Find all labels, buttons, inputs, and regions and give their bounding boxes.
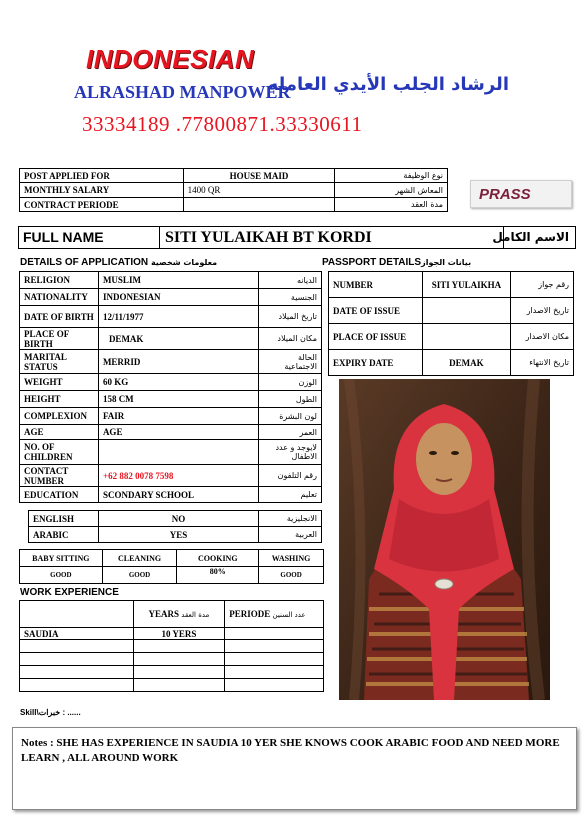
language-table xyxy=(28,510,322,543)
detail-value: 158 CM xyxy=(98,391,258,408)
detail-label-ar: رقم التلفون xyxy=(259,465,322,487)
agency-name-arabic: الرشاد الجلب الأيدي العامله xyxy=(267,74,509,95)
detail-label-ar: العمر xyxy=(259,425,322,440)
detail-label: AGE xyxy=(20,425,99,440)
detail-value: DEMAK xyxy=(98,328,258,350)
passport-value xyxy=(422,324,511,350)
work-period xyxy=(225,628,324,640)
detail-value: +62 882 0078 7598 xyxy=(98,465,258,487)
passport-label: NUMBER xyxy=(329,272,423,298)
passport-value xyxy=(422,298,511,324)
language-label: ARABIC xyxy=(29,527,99,543)
passport-row xyxy=(329,272,574,298)
detail-label: NATIONALITY xyxy=(20,289,99,306)
skill-line: Skill\خبرات : ...... xyxy=(20,708,81,717)
detail-value: FAIR xyxy=(98,408,258,425)
skill-value: GOOD xyxy=(102,567,177,584)
detail-value: INDONESIAN xyxy=(98,289,258,306)
agency-name: ALRASHAD MANPOWER xyxy=(74,82,291,102)
notes-box: Notes : SHE HAS EXPERIENCE IN SAUDIA 10 YER SHE KNOWS COOK ARABIC FOOD AND NEED MORE LEARN , ALL AROUND WORK xyxy=(12,727,577,810)
passport-label: PLACE OF ISSUE xyxy=(329,324,423,350)
prass-badge: PRASS xyxy=(470,180,572,208)
detail-label-ar: تعليم xyxy=(259,487,322,503)
detail-label-ar: الطول xyxy=(259,391,322,408)
job-label: POST APPLIED FOR xyxy=(20,169,184,183)
job-value: 1400 QR xyxy=(183,183,335,198)
detail-row xyxy=(20,350,322,374)
passport-label-ar: تاريخ الانتهاء xyxy=(511,350,574,376)
detail-label: PLACE OF BIRTH xyxy=(20,328,99,350)
detail-label: DATE OF BIRTH xyxy=(20,306,99,328)
detail-row xyxy=(20,391,322,408)
detail-row xyxy=(20,425,322,440)
skill-value: 80% xyxy=(177,567,259,584)
passport-label-ar: مكان الاصدار xyxy=(511,324,574,350)
full-name-label: FULL NAME xyxy=(23,229,104,245)
language-label-ar: العربية xyxy=(259,527,322,543)
detail-label-ar: لايوجد و عدد الاطفال xyxy=(259,440,322,465)
job-label-ar: مدة العقد xyxy=(335,198,448,212)
job-label: CONTRACT PERIODE xyxy=(20,198,184,212)
detail-label: COMPLEXION xyxy=(20,408,99,425)
detail-row xyxy=(20,289,322,306)
job-value xyxy=(183,198,335,212)
passport-label: EXPIRY DATE xyxy=(329,350,423,376)
detail-value: 60 KG xyxy=(98,374,258,391)
passport-title: PASSPORT DETAILSبيانات الجواز xyxy=(322,257,472,268)
detail-label: RELIGION xyxy=(20,272,99,289)
brand-title: INDONESIAN xyxy=(86,44,255,74)
skill-header: WASHING xyxy=(259,550,324,567)
detail-label: NO. OF CHILDREN xyxy=(20,440,99,465)
detail-label: WEIGHT xyxy=(20,374,99,391)
language-label-ar: الانجليزية xyxy=(259,511,322,527)
job-label-ar: نوع الوظيفة xyxy=(335,169,448,183)
detail-row xyxy=(20,306,322,328)
work-experience-title: WORK EXPERIENCE xyxy=(20,587,119,598)
work-table xyxy=(19,600,324,692)
language-value: NO xyxy=(98,511,258,527)
detail-label-ar: لون البشرة xyxy=(259,408,322,425)
job-table xyxy=(19,168,448,212)
detail-label-ar: الوزن xyxy=(259,374,322,391)
work-country: SAUDIA xyxy=(20,628,134,640)
job-value: HOUSE MAID xyxy=(183,169,335,183)
detail-label-ar: الجنسية xyxy=(259,289,322,306)
detail-label: HEIGHT xyxy=(20,391,99,408)
work-years: 10 YERS xyxy=(133,628,225,640)
passport-row xyxy=(329,350,574,376)
detail-row xyxy=(20,487,322,503)
skill-header: COOKING xyxy=(177,550,259,567)
full-name-value: SITI YULAIKAH BT KORDI xyxy=(165,229,372,246)
passport-label: DATE OF ISSUE xyxy=(329,298,423,324)
skill-header: BABY SITTING xyxy=(20,550,103,567)
work-col-years: YEARS مدة العقد xyxy=(133,601,225,628)
work-col-period: PERIODE عدد السنين xyxy=(225,601,324,628)
detail-label: MARITAL STATUS xyxy=(20,350,99,374)
detail-row xyxy=(20,465,322,487)
detail-label-ar: تاريخ الميلاد xyxy=(259,306,322,328)
skill-value: GOOD xyxy=(259,567,324,584)
detail-value: 12/11/1977 xyxy=(98,306,258,328)
language-label: ENGLISH xyxy=(29,511,99,527)
details-table xyxy=(19,271,322,503)
passport-row xyxy=(329,298,574,324)
language-value: YES xyxy=(98,527,258,543)
detail-value: AGE xyxy=(98,425,258,440)
job-label-ar: المعاش الشهر xyxy=(335,183,448,198)
full-name-label-ar: الاسم الكامل xyxy=(492,230,569,244)
detail-value xyxy=(98,440,258,465)
skill-header: CLEANING xyxy=(102,550,177,567)
passport-value: DEMAK xyxy=(422,350,511,376)
passport-value: SITI YULAIKHA xyxy=(422,272,511,298)
detail-value: MERRID xyxy=(98,350,258,374)
detail-label: CONTACT NUMBER xyxy=(20,465,99,487)
full-name-bar xyxy=(18,226,576,249)
detail-row xyxy=(20,328,322,350)
passport-label-ar: رقم جواز xyxy=(511,272,574,298)
passport-table xyxy=(328,271,574,376)
detail-label-ar: مكان الميلاد xyxy=(259,328,322,350)
detail-row xyxy=(20,408,322,425)
detail-row xyxy=(20,272,322,289)
detail-label: EDUCATION xyxy=(20,487,99,503)
job-label: MONTHLY SALARY xyxy=(20,183,184,198)
passport-label-ar: تاريخ الاصدار xyxy=(511,298,574,324)
detail-row xyxy=(20,440,322,465)
applicant-photo xyxy=(339,379,550,700)
passport-row xyxy=(329,324,574,350)
skills-table xyxy=(19,549,324,584)
skill-value: GOOD xyxy=(20,567,103,584)
detail-value: SCONDARY SCHOOL xyxy=(98,487,258,503)
details-title: DETAILS OF APPLICATION معلومات شخصية xyxy=(20,257,218,268)
detail-value: MUSLIM xyxy=(98,272,258,289)
phone-numbers: 33334189 .77800871.33330611 xyxy=(82,112,363,136)
detail-row xyxy=(20,374,322,391)
detail-label-ar: الحالة الاجتماعية xyxy=(259,350,322,374)
detail-label-ar: الديانه xyxy=(259,272,322,289)
applicant-photo-illustration xyxy=(339,379,550,700)
